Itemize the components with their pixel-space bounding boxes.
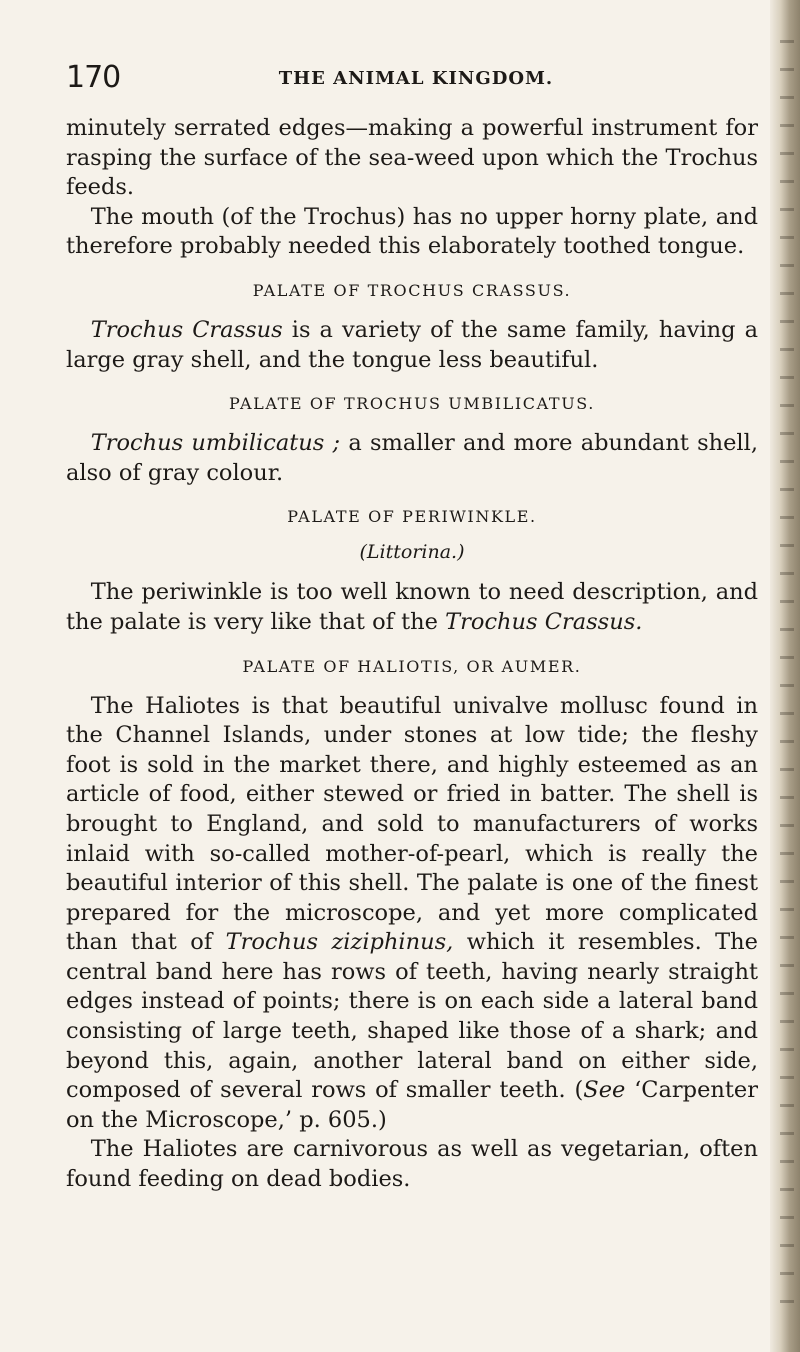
section-heading-trochus-umbilicatus: PALATE OF TROCHUS UMBILICATUS. xyxy=(229,394,595,414)
page-header xyxy=(66,60,766,100)
page-edge-stains xyxy=(780,40,794,1320)
paragraph-haliotis xyxy=(66,692,758,1136)
page-number: 170 xyxy=(66,60,121,95)
species-name: Trochus Crassus. xyxy=(445,608,643,635)
paragraph-text: ‘Carpenter on the Microscope,’ p. 605.) xyxy=(66,1077,758,1133)
see-reference: See xyxy=(583,1077,626,1104)
section-heading-trochus-crassus: PALATE OF TROCHUS CRASSUS. xyxy=(252,280,572,300)
paragraph-1: minutely serrated edges—making a powerful instrument for rasping the surface of the sea-weed upon which the Trochus feeds. xyxy=(66,115,758,201)
paragraph-haliotes-diet: The Haliotes are carnivorous as well as vegetarian, often found feeding on dead bodies. xyxy=(66,1136,758,1193)
paragraph-text: The periwinkle is too well known to need description, and the palate is very like that of the xyxy=(66,579,758,635)
paragraph-text: The Haliotes is that beautiful univalve mollusc found in the Channel Islands, under stones at low tide; the fleshy foot is sold in the market there, and highly esteemed as an article of food, either stewed or fried in batter. The shell is brought to England, and sold to manufacturers of works inlaid with so-called mother-of-pearl, which is really the beautiful interior of this shell. The palate is one of the finest prepared for the microscope, and yet more complicated than that of xyxy=(66,692,758,956)
species-name: Trochus ziziphinus, xyxy=(225,929,454,956)
page-edge-shadow xyxy=(770,0,800,1352)
paragraph-trochus-crassus xyxy=(66,316,758,375)
paragraph-text: a smaller and more abundant shell, also of gray colour. xyxy=(66,430,758,486)
paragraph-periwinkle xyxy=(66,578,758,637)
section-subheading-littorina: (Littorina.) xyxy=(359,541,465,564)
paragraph-trochus-umbilicatus xyxy=(66,429,758,488)
species-name: Trochus Crassus xyxy=(90,316,283,343)
section-heading-haliotis: PALATE OF HALIOTIS, OR AUMER. xyxy=(242,656,582,676)
page-body xyxy=(66,114,758,1195)
running-head: THE ANIMAL KINGDOM. xyxy=(278,68,554,89)
paragraph-text: which it resembles. The central band here has rows of teeth, having nearly straight edges instead of points; there is on each side a lateral band consisting of large teeth, shaped like those of a shark; and beyond this, again, another lateral band on either side, composed of several rows of smaller teeth. ( xyxy=(66,929,758,1104)
paragraph-2: The mouth (of the Trochus) has no upper horny plate, and therefore probably needed this elaborately toothed tongue. xyxy=(66,203,758,260)
species-name: Trochus umbilicatus ; xyxy=(90,430,341,457)
section-heading-periwinkle: PALATE OF PERIWINKLE. xyxy=(287,507,537,527)
paragraph-text: is a variety of the same family, having a large gray shell, and the tongue less beautiful. xyxy=(66,316,758,373)
